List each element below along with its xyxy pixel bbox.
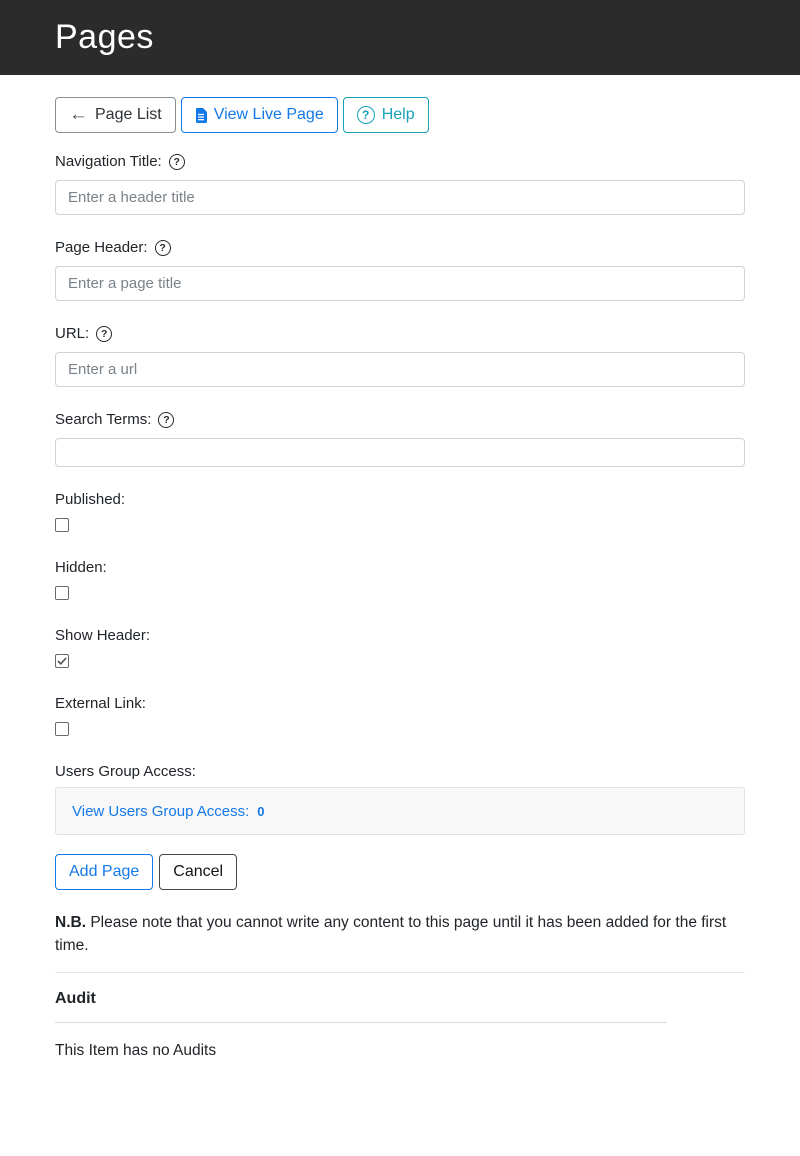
page-header-help-icon[interactable]: ? xyxy=(155,240,171,256)
published-checkbox[interactable] xyxy=(55,518,69,532)
page-header-input[interactable] xyxy=(55,266,745,301)
users-group-access-label: Users Group Access: xyxy=(55,763,196,780)
search-terms-label: Search Terms: xyxy=(55,411,152,428)
view-live-page-label: View Live Page xyxy=(213,106,324,123)
hidden-label: Hidden: xyxy=(55,559,107,576)
show-header-group xyxy=(55,627,745,668)
page-header-label: Page Header: xyxy=(55,239,148,256)
page-header-group xyxy=(55,239,745,301)
external-link-checkbox[interactable] xyxy=(55,722,69,736)
published-group xyxy=(55,491,745,532)
note-body: Please note that you cannot write any content to this page until it has been added for the first time. xyxy=(55,914,727,954)
note-text xyxy=(55,911,745,957)
show-header-label: Show Header: xyxy=(55,627,151,644)
external-link-group xyxy=(55,695,745,736)
toolbar xyxy=(55,97,745,133)
hidden-group xyxy=(55,559,745,600)
document-icon xyxy=(195,108,207,123)
note-prefix: N.B. xyxy=(55,914,86,931)
section-divider xyxy=(55,972,745,973)
search-terms-help-icon[interactable]: ? xyxy=(158,412,174,428)
navigation-title-group xyxy=(55,153,745,215)
app-header xyxy=(0,0,800,75)
published-label: Published: xyxy=(55,491,126,508)
navigation-title-help-icon[interactable]: ? xyxy=(169,154,185,170)
page-list-label: Page List xyxy=(95,106,162,123)
url-input[interactable] xyxy=(55,352,745,387)
audit-header: Audit xyxy=(55,990,667,1023)
audit-section xyxy=(55,990,745,1060)
url-help-icon[interactable]: ? xyxy=(96,326,112,342)
show-header-checkbox[interactable] xyxy=(55,654,69,668)
help-label: Help xyxy=(381,106,415,123)
help-icon: ? xyxy=(357,106,375,124)
url-label: URL: xyxy=(55,325,90,342)
view-users-group-access-text: View Users Group Access: xyxy=(72,802,250,820)
page-list-button[interactable] xyxy=(55,97,176,133)
hidden-checkbox[interactable] xyxy=(55,586,69,600)
cancel-button[interactable]: Cancel xyxy=(159,854,237,890)
navigation-title-label: Navigation Title: xyxy=(55,153,162,170)
page-title: Pages xyxy=(55,18,154,56)
add-page-button[interactable]: Add Page xyxy=(55,854,153,890)
search-terms-input[interactable] xyxy=(55,438,745,467)
users-group-access-panel xyxy=(55,787,745,835)
url-group xyxy=(55,325,745,387)
content xyxy=(0,75,800,1060)
back-arrow-icon: ← xyxy=(69,103,88,125)
audit-empty-message: This Item has no Audits xyxy=(55,1042,217,1059)
users-group-access-count: 0 xyxy=(257,803,265,819)
external-link-label: External Link: xyxy=(55,695,146,712)
help-button[interactable] xyxy=(343,97,429,133)
form-actions xyxy=(55,854,745,890)
view-live-page-button[interactable] xyxy=(181,97,338,133)
navigation-title-input[interactable] xyxy=(55,180,745,215)
view-users-group-access-link[interactable] xyxy=(72,803,265,820)
search-terms-group xyxy=(55,411,745,467)
